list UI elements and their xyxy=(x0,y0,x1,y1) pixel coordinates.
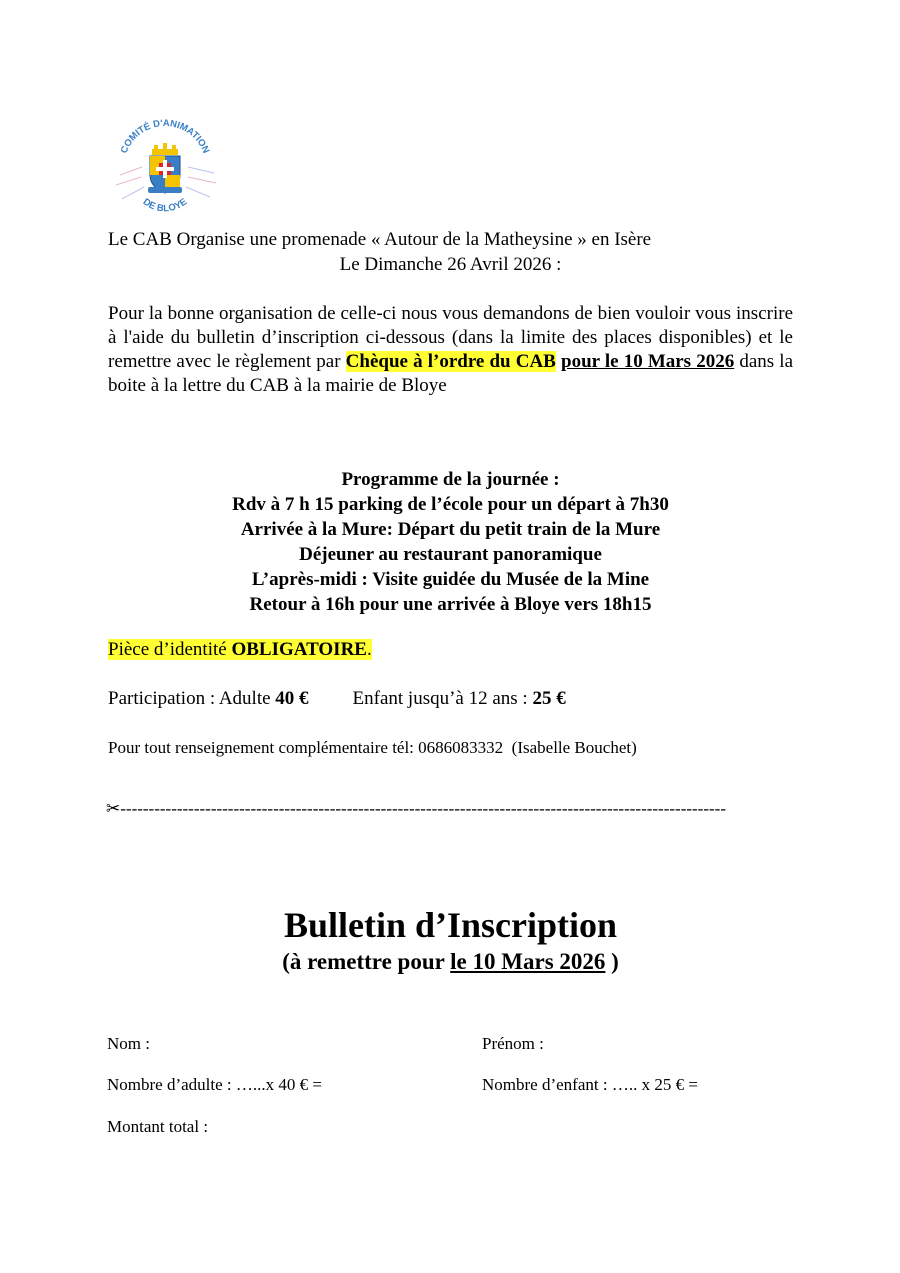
identity-notice xyxy=(108,638,793,662)
adult-price: 40 € xyxy=(275,688,309,709)
child-count-field: Nombre d’enfant : ….. x 25 € = xyxy=(482,1075,698,1094)
identity-text: Pièce d’identité xyxy=(108,639,232,660)
programme-item: Déjeuner au restaurant panoramique xyxy=(299,544,602,565)
participation xyxy=(108,687,793,711)
intro-date: Le Dimanche 26 Avril 2026 : xyxy=(339,254,562,275)
identity-end: . xyxy=(366,639,372,660)
child-price: 25 € xyxy=(532,688,566,709)
programme-item: Arrivée à la Mure: Départ du petit train de la Mure xyxy=(240,519,661,540)
form-subtitle xyxy=(108,947,793,977)
programme-item: Rdv à 7 h 15 parking de l’école pour un départ à 7h30 xyxy=(232,494,669,515)
participation-label: Participation : Adulte xyxy=(108,688,276,709)
intro-line-1: Le CAB Organise une promenade « Autour de la Matheysine » en Isère xyxy=(108,229,652,250)
programme xyxy=(108,467,793,617)
total-field: Montant total : xyxy=(107,1117,209,1136)
subtitle-text: (à remettre pour xyxy=(282,949,451,974)
nom-field: Nom : xyxy=(107,1034,150,1053)
deadline: pour le 10 Mars 2026 xyxy=(561,351,735,372)
instructions-paragraph xyxy=(108,302,793,398)
programme-item: Retour à 16h pour une arrivée à Bloye vers 18h15 xyxy=(249,594,652,615)
adult-count-field: Nombre d’adulte : …...x 40 € = xyxy=(107,1075,322,1094)
child-label: Enfant jusqu’à 12 ans : xyxy=(352,688,533,709)
identity-highlight xyxy=(108,639,372,660)
logo-shield xyxy=(148,143,182,193)
prenom-field: Prénom : xyxy=(482,1034,544,1053)
subtitle-date: le 10 Mars 2026 xyxy=(450,949,606,974)
form-title: Bulletin d’Inscription xyxy=(283,905,618,945)
logo-arc-bottom: DE BLOYE xyxy=(140,196,190,215)
cut-line: ✂----------------------------------------------------------------------------------------------------------- xyxy=(106,799,726,818)
subtitle-end: ) xyxy=(605,949,619,974)
contact-info: Pour tout renseignement complémentaire tél: 0686083332 (Isabelle Bouchet) xyxy=(108,738,637,757)
cab-logo xyxy=(108,115,222,217)
paragraph-text-end: dans la boite à la lettre du CAB à la mairie de Bloye xyxy=(108,351,794,396)
logo-arc-top: COMITÉ D'ANIMATION xyxy=(118,117,212,156)
programme-title: Programme de la journée : xyxy=(341,469,560,490)
programme-item: L’après-midi : Visite guidée du Musée de la Mine xyxy=(251,569,650,590)
paragraph-text: Pour la bonne organisation de celle-ci nous vous demandons de bien vouloir vous inscrire à l'aide du bulletin d’inscription ci-dessous (dans la limite des places disponibles) et le remettre avec le règlement par xyxy=(108,303,793,372)
cheque-highlight: Chèque à l’ordre du CAB xyxy=(345,351,556,372)
identity-mandatory: OBLIGATOIRE xyxy=(231,639,367,660)
